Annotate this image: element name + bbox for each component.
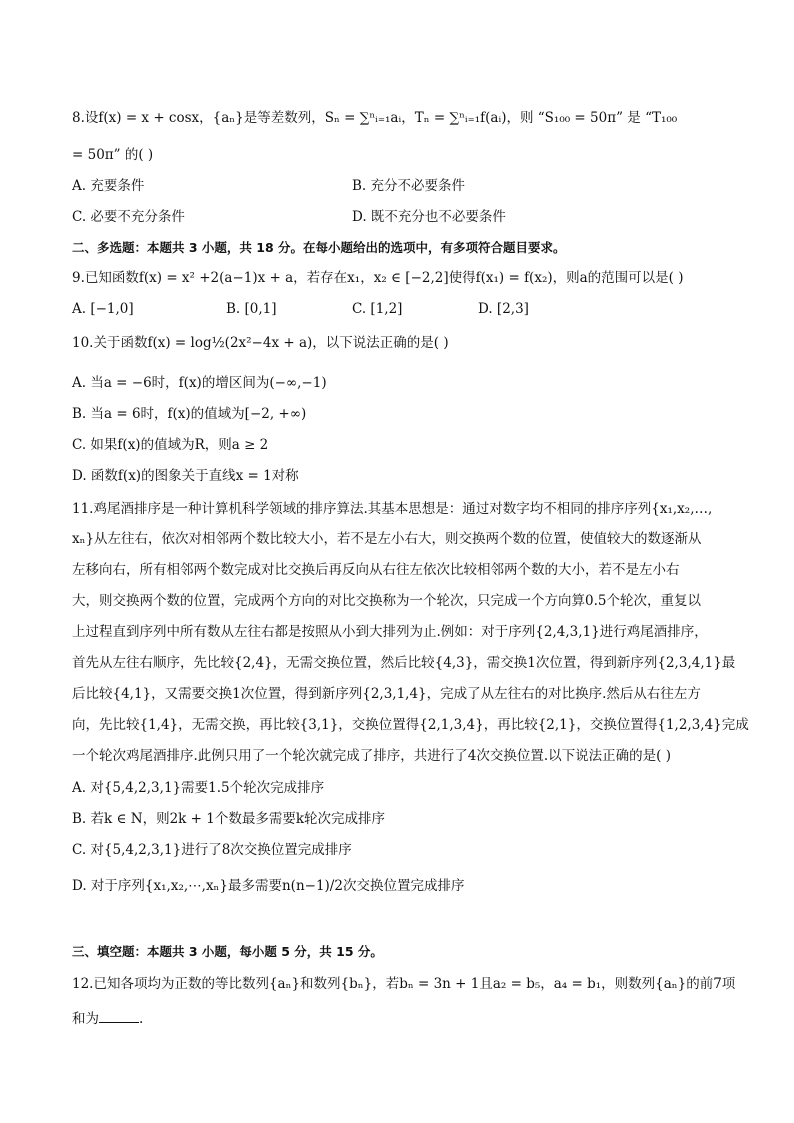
q8-option-c: C. 必要不充分条件 [72, 209, 185, 225]
q8-option-d: D. 既不充分也不必要条件 [352, 209, 506, 225]
q10-option-d: D. 函数f(x)的图象关于直线x = 1对称 [72, 468, 299, 484]
q8-stem-line1: 8.设f(x) = x + cosx，{aₙ}是等差数列，Sₙ = ∑ⁿᵢ₌₁aᵢ，Tₙ = ∑ⁿᵢ₌₁f(aᵢ)，则 “S₁₀₀ = 50π” 是 “T₁₀₀ [72, 110, 678, 126]
q11-stem-line: 大，则交换两个数的位置，完成两个方向的对比交换称为一个轮次，只完成一个方向算0.5个轮次，重复以 [72, 593, 701, 609]
q11-stem-line: 后比较{4,1}，又需要交换1次位置，得到新序列{2,3,1,4}，完成了从左往右的对比换序.然后从右往左方 [72, 686, 701, 702]
q10-option-c: C. 如果f(x)的值域为R，则a ≥ 2 [72, 437, 269, 453]
q10-option-b: B. 当a = 6时，f(x)的值域为[−2, +∞) [72, 406, 307, 422]
q9-option-d: D. [2,3] [478, 301, 529, 317]
q9-option-b: B. [0,1] [226, 301, 277, 317]
q11-stem-line: xₙ}从左往右，依次对相邻两个数比较大小，若不是左小右大，则交换两个数的位置，使值较大的数逐渐从 [72, 531, 702, 547]
q11-stem-line: 一个轮次鸡尾酒排序.此例只用了一个轮次就完成了排序，共进行了4次交换位置.以下说法正确的是( ) [72, 748, 671, 764]
q9-stem: 9.已知函数f(x) = x² +2(a−1)x + a，若存在x₁，x₂ ∈ [−2,2]使得f(x₁) = f(x₂)，则a的范围可以是( ) [72, 270, 684, 286]
q12-stem-line1: 12.已知各项均为正数的等比数列{aₙ}和数列{bₙ}，若bₙ = 3n + 1且a₂ = b₅，a₄ = b₁，则数列{aₙ}的前7项 [72, 976, 736, 992]
q11-stem-line: 上过程直到序列中所有数从左往右都是按照从小到大排列为止.例如：对于序列{2,4,3,1}进行鸡尾酒排序， [72, 624, 708, 640]
q11-stem-line: 首先从左往右顺序，先比较{2,4}，无需交换位置，然后比较{4,3}，需交换1次位置，得到新序列{2,3,4,1}最 [72, 655, 736, 671]
q12-stem-line2 [72, 1008, 732, 1029]
q12-suffix: . [139, 1011, 144, 1027]
q12-answer-blank[interactable] [99, 1008, 139, 1023]
q9-option-c: C. [1,2] [352, 301, 403, 317]
q11-option-d: D. 对于序列{x₁,x₂,⋯,xₙ}最多需要n(n−1)/2次交换位置完成排序 [72, 878, 465, 894]
q10-option-a: A. 当a = −6时，f(x)的增区间为(−∞,−1) [72, 375, 327, 391]
q11-option-b: B. 若k ∈ N，则2k + 1个数最多需要k轮次完成排序 [72, 811, 386, 827]
q12-prefix: 和为 [72, 1011, 99, 1027]
section-heading-fill-in: 三、填空题：本题共 3 小题，每小题 5 分，共 15 分。 [72, 944, 383, 959]
q8-option-a: A. 充要条件 [72, 178, 145, 194]
q11-stem-line: 11.鸡尾酒排序是一种计算机科学领域的排序算法.其基本思想是：通过对数字均不相同的排序序列{x₁,x₂,…, [72, 501, 713, 517]
q11-option-c: C. 对{5,4,2,3,1}进行了8次交换位置完成排序 [72, 842, 352, 858]
q8-option-b: B. 充分不必要条件 [352, 178, 466, 194]
q10-stem: 10.关于函数f(x) = log½(2x²−4x + a)，以下说法正确的是( ) [72, 335, 449, 351]
q8-stem-line2: = 50π” 的( ) [72, 147, 154, 163]
q11-stem-line: 左移向右，所有相邻两个数完成对比交换后再反向从右往左依次比较相邻两个数的大小，若不是左小右 [72, 562, 680, 578]
section-heading-multi-choice: 二、多选题：本题共 3 小题，共 18 分。在每小题给出的选项中，有多项符合题目要求。 [72, 240, 566, 255]
q11-option-a: A. 对{5,4,2,3,1}需要1.5个轮次完成排序 [72, 780, 325, 796]
q9-option-a: A. [−1,0] [72, 301, 134, 317]
q11-stem-line: 向，先比较{1,4}，无需交换，再比较{3,1}，交换位置得{2,1,3,4}，再比较{2,1}，交换位置得{1,2,3,4}完成 [72, 717, 749, 733]
